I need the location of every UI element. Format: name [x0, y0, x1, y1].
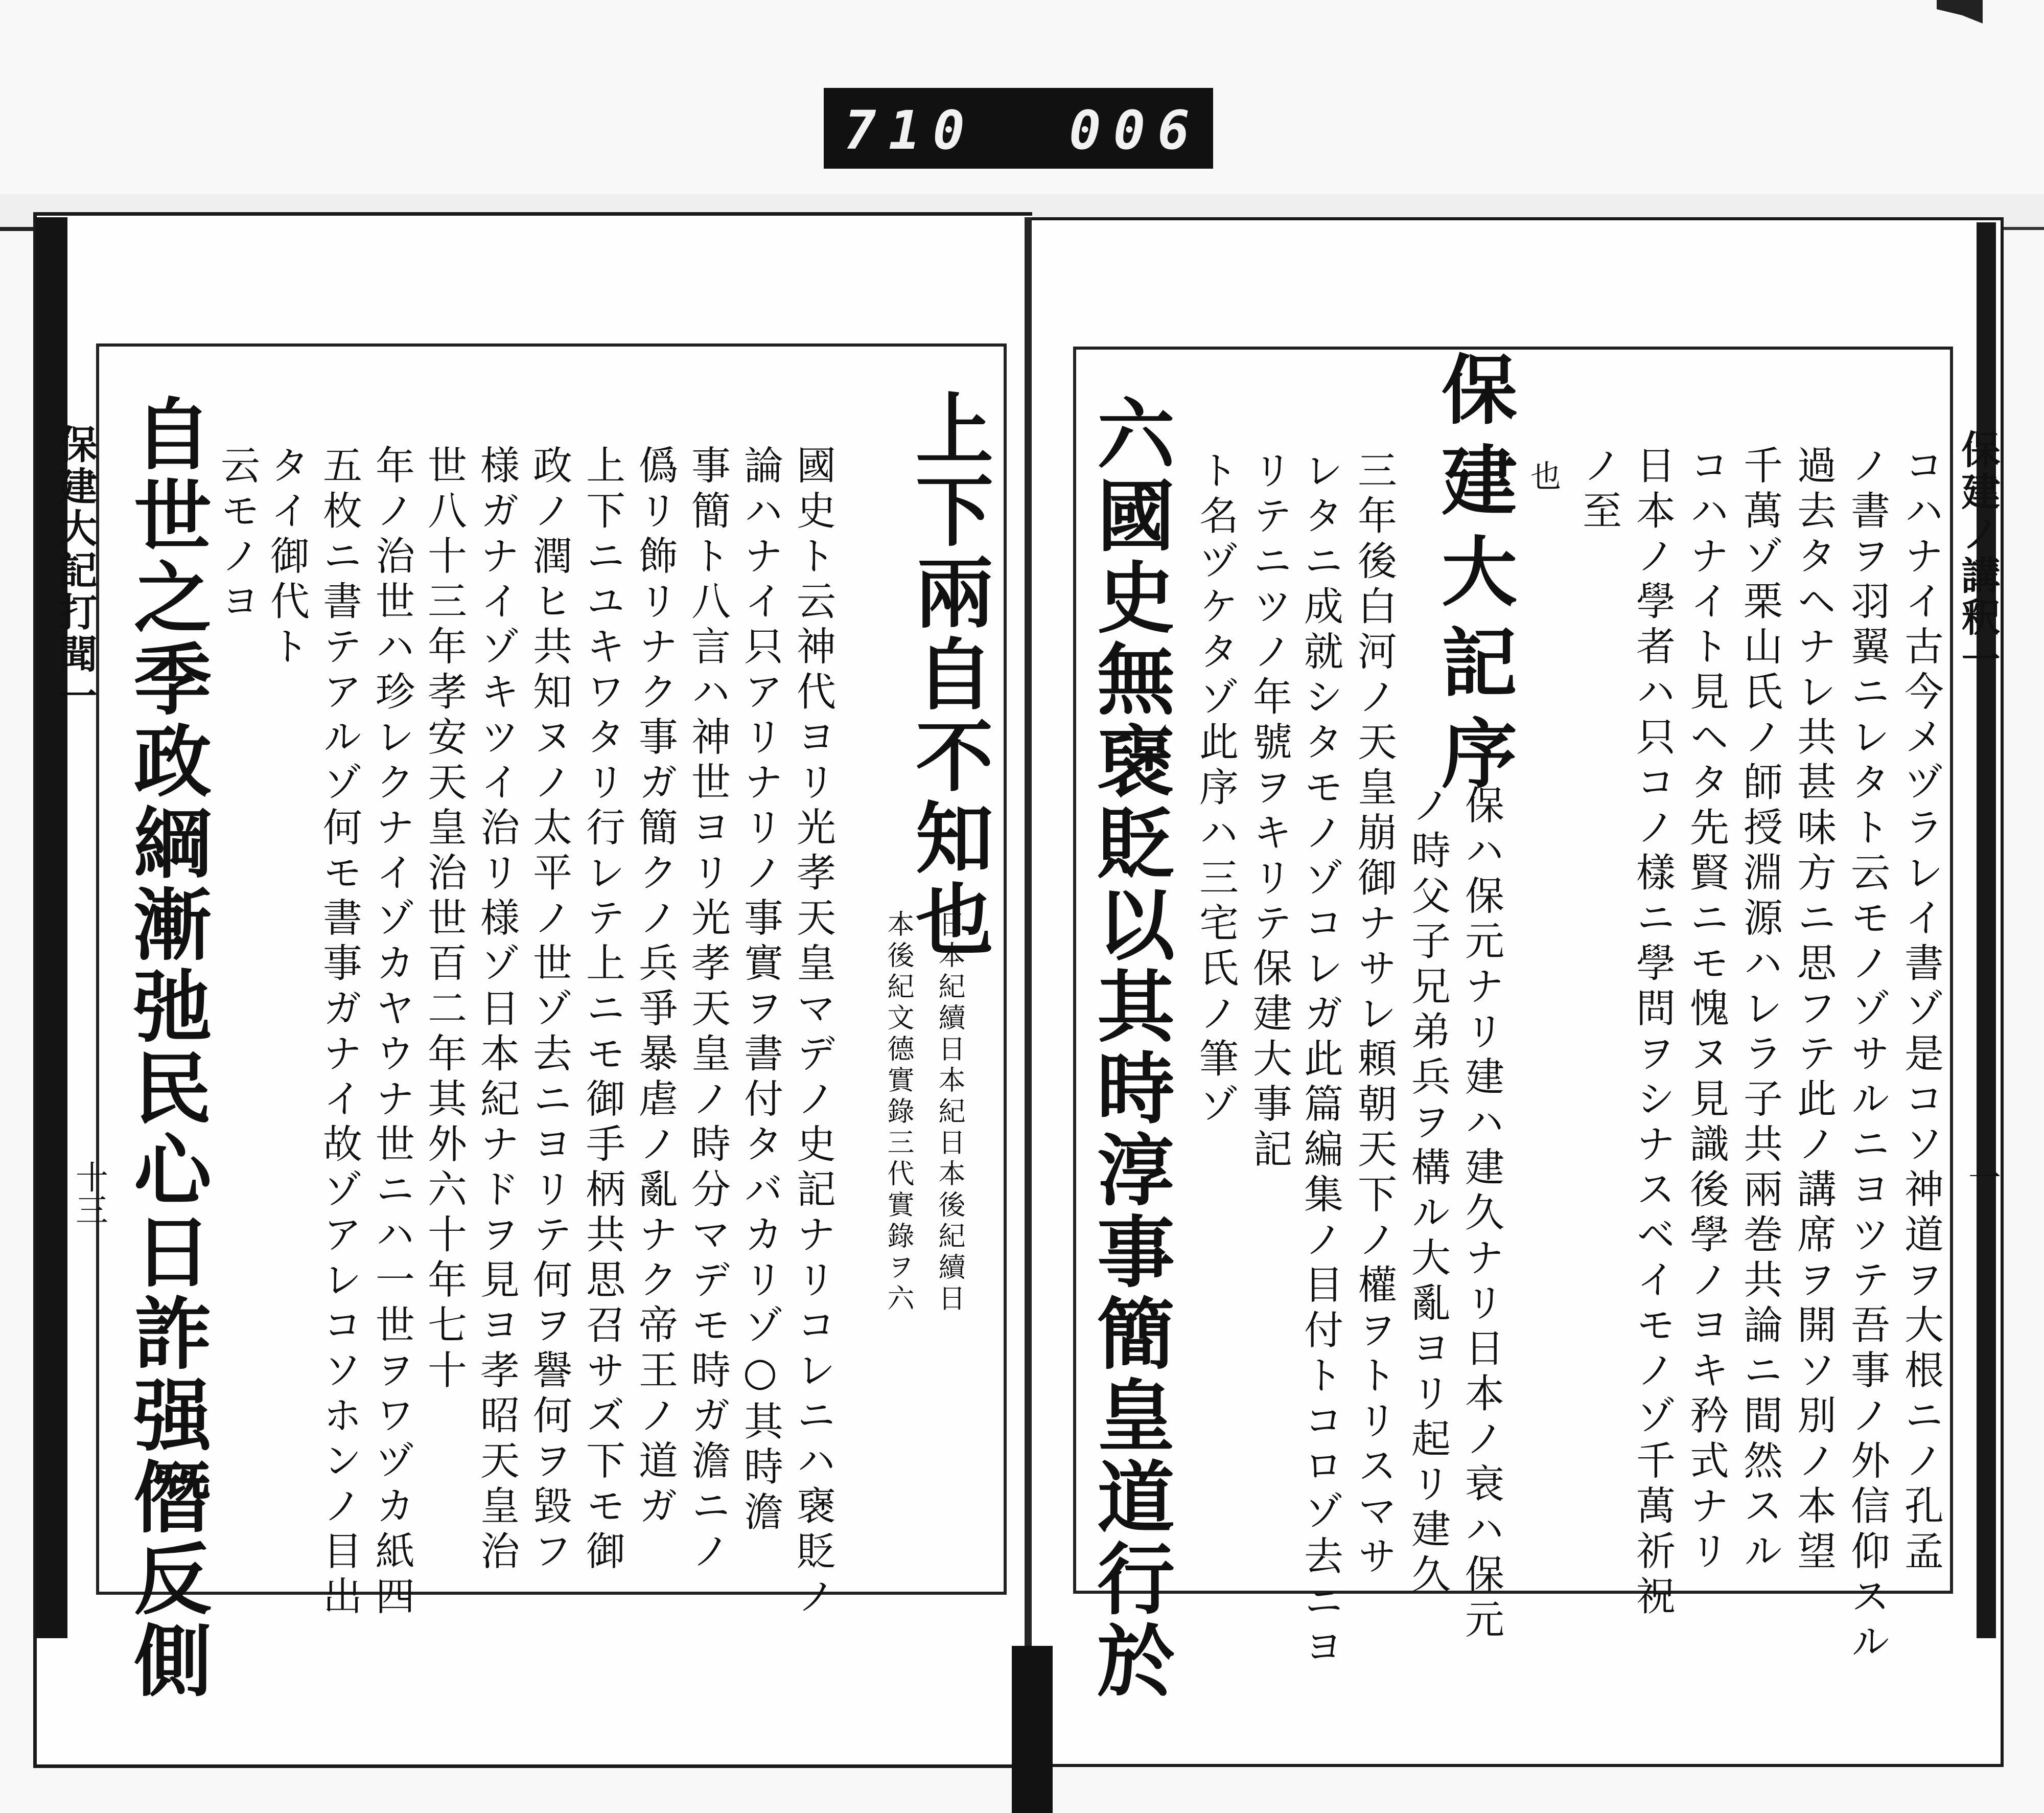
bookmark-ribbon: [1012, 1646, 1053, 1813]
note-column: 本後紀文德實錄三代實錄ヲ六: [883, 910, 914, 1315]
text-column: 事簡ト八言ハ神世ヨリ光孝天皇ノ時分マデモ時ガ澹ニノ: [685, 445, 730, 1576]
note-column: 日本紀續日本紀日本後紀續日: [934, 910, 965, 1315]
left-running-title: 保建大記打聞一: [52, 424, 98, 718]
text-column: 年ノ治世ハ珍レクナイゾカヤウナ世ニハ一世ヲワヅカ紙四: [369, 445, 414, 1621]
microfilm-frame-plate: [824, 88, 1213, 169]
text-column: 三年後白河ノ天皇崩御ナサレ頼朝天下ノ權ヲトリスマサ: [1351, 450, 1397, 1581]
preface-title: 保建大記序: [1429, 350, 1518, 805]
title-suffix: 也: [1525, 460, 1561, 495]
book-spine: [1025, 217, 1032, 1813]
text-column: 様ガナイゾキツイ治リ様ゾ日本紀ナドヲ見ヨ孝昭天皇治: [474, 445, 519, 1576]
text-column: ノ至: [1576, 445, 1621, 535]
text-column: 僞リ飾リナク事ガ簡クノ兵爭暴虐ノ亂ナク帝王ノ道ガ: [632, 445, 678, 1530]
text-column: コハナイ古今メヅラレイ書ゾ是コソ神道ヲ大根ニノ孔孟: [1898, 445, 1943, 1576]
text-column: レタニ成就シタモノゾコレガ此篇編集ノ目付トコロゾ去ニヨ: [1297, 450, 1343, 1671]
text-column: 五枚ニ書テアルゾ何モ書事ガナイ故ゾアレコソホンノ目出: [316, 445, 362, 1621]
text-column: 日本ノ學者ハ只コノ樣ニ學問ヲシナスベイモノゾ千萬祈祝: [1630, 445, 1675, 1621]
text-column: 政ノ潤ヒ共知ヌノ太平ノ世ゾ去ニヨリテ何ヲ譽何ヲ毀フ: [526, 445, 572, 1576]
text-column: 論ハナイ只アリナリノ事實ヲ書付タバカリゾ○其時澹: [737, 445, 783, 1536]
text-column: 千萬ゾ栗山氏ノ師授淵源ハレラ子共兩巻共論ニ間然スル: [1737, 445, 1782, 1576]
text-column: 保ハ保元ナリ建ハ建久ナリ日本ノ衰ハ保元: [1458, 785, 1504, 1644]
text-column: ノ書ヲ羽翼ニレタト云モノゾサルニヨツテ吾事ノ外信仰スル: [1844, 445, 1890, 1666]
corner-mark: [1937, 0, 1983, 26]
text-column: 國史ト云神代ヨリ光孝天皇マデノ史記ナリコレニハ襃貶ノ: [790, 445, 835, 1621]
text-column: 世八十三年孝安天皇治世百二年其外六十年七十: [421, 445, 467, 1395]
text-column: ノ時父子兄弟兵ヲ構ル大亂ヨリ起リ建久: [1405, 785, 1450, 1599]
text-column: 上下兩自不知也: [903, 388, 994, 961]
frame-number: 006: [1069, 99, 1202, 162]
right-page-number: 一: [1963, 1160, 2001, 1193]
right-running-title: 保建ノ講釈一: [1955, 429, 2001, 681]
left-page-number: 十三: [70, 1160, 108, 1226]
text-column: 云モノヨ: [214, 445, 260, 626]
text-column: 上下ニユキワタリ行レテ上ニモ御手柄共思召サズ下モ御: [579, 445, 625, 1576]
text-column: リテニツノ年號ヲキリテ保建大事記: [1246, 450, 1292, 1174]
text-column: タイ御代ト: [264, 445, 309, 671]
text-column: コハナイト見ヘタ先賢ニモ愧ヌ見識後學ノヨキ矜式ナリ: [1683, 445, 1729, 1576]
text-column: 過去タヘナレ共甚味方ニ思フテ此ノ講席ヲ開ソ別ノ本望: [1791, 445, 1836, 1576]
text-column: 六國史無襃貶以其時淳事簡皇道行於: [1084, 394, 1176, 1702]
text-column: ト名ヅケタゾ此序ハ三宅氏ノ筆ゾ: [1193, 450, 1238, 1129]
text-column: 自世之季政綱漸弛民心日詐强僭反側: [121, 394, 213, 1702]
roll-number: 710: [844, 99, 977, 162]
